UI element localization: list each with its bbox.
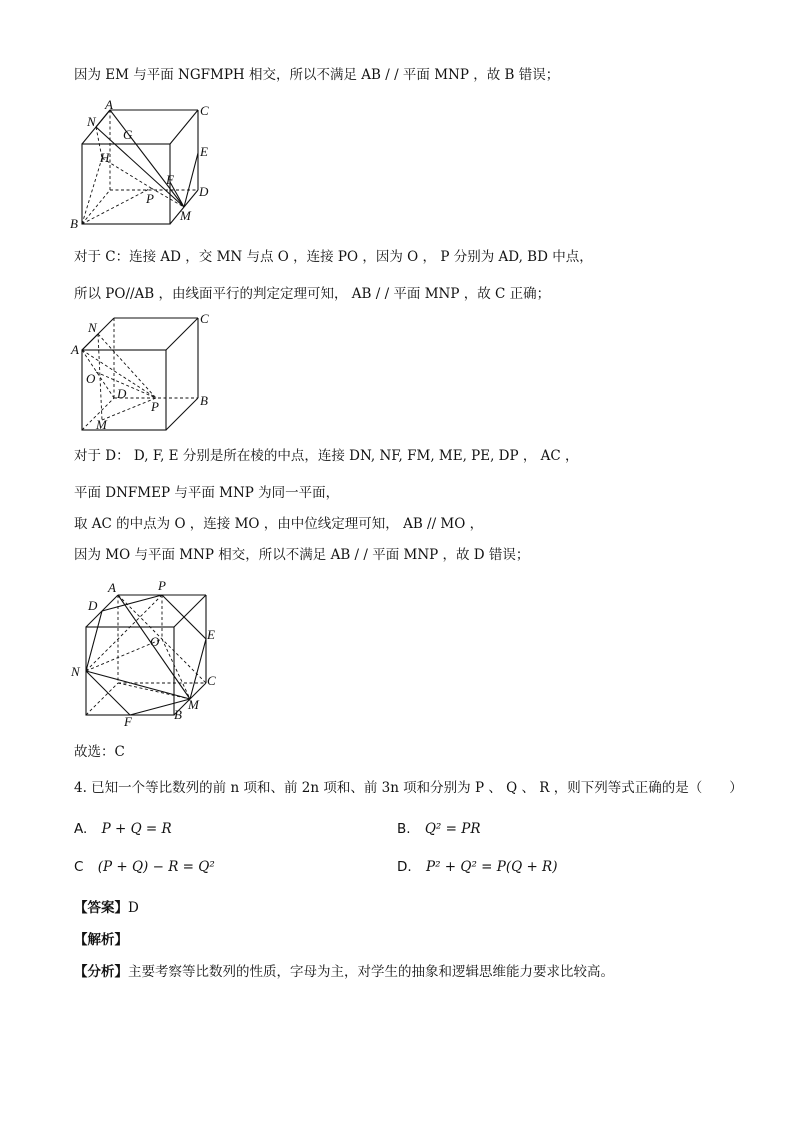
label-P: P [151, 399, 159, 414]
label-C: C [200, 103, 209, 118]
option-C [74, 857, 215, 877]
label-M: M [188, 697, 199, 712]
text-line-1: 因为 EM 与平面 NGFMPH 相交，所以不满足 AB / / 平面 MNP ，故 B 错误； [74, 67, 560, 83]
label-M: M [180, 208, 191, 223]
label-G: G [123, 127, 133, 142]
label-F: F [166, 172, 174, 187]
option-A-label: A. [74, 821, 88, 837]
fenxi-text: 主要考察等比数列的性质，字母为主，对学生的抽象和逻辑思维能力要求比较高。 [128, 964, 614, 980]
label-A: A [108, 580, 116, 595]
label-E: E [200, 144, 208, 159]
text-line-2: 对于 C：连接 AD ，交 MN 与点 O ，连接 PO ，因为 O ， P 分别为 AD, BD 中点， [74, 249, 593, 265]
label-M: M [96, 417, 107, 432]
answer-line [74, 898, 139, 918]
cube-figure-2 [66, 310, 226, 434]
question-stem: 4. 已知一个等比数列的前 n 项和、前 2n 项和、前 3n 项和分别为 P 、 Q 、 R ，则下列等式正确的是（ ） [74, 780, 743, 796]
label-N: N [87, 114, 96, 129]
label-N: N [88, 320, 97, 335]
fenxi-line [74, 962, 614, 982]
label-C: C [200, 311, 209, 326]
cube-figure-3 [66, 575, 236, 729]
fenxi-tag: 【分析】 [74, 964, 128, 980]
label-C: C [207, 673, 216, 688]
label-F: F [124, 714, 132, 729]
cube-figure-1 [66, 97, 226, 231]
label-P: P [146, 191, 154, 206]
label-A: A [105, 97, 113, 112]
label-O: O [150, 634, 160, 649]
option-D [397, 857, 558, 877]
option-C-label: C [74, 859, 84, 875]
label-D: D [199, 184, 209, 199]
option-A [74, 819, 172, 839]
label-B: B [200, 393, 208, 408]
analysis-tag: 【解析】 [74, 932, 128, 948]
label-H: H [100, 150, 110, 165]
label-D: D [117, 386, 127, 401]
option-B [397, 819, 480, 839]
option-D-label: D. [397, 859, 412, 875]
label-B: B [70, 216, 78, 231]
text-line-6: 取 AC 的中点为 O ，连接 MO ，由中位线定理可知， AB // MO ， [74, 516, 484, 532]
label-E: E [207, 627, 215, 642]
label-P: P [158, 578, 166, 593]
answer-value: D [128, 900, 139, 916]
text-line-7: 因为 MO 与平面 MNP 相交，所以不满足 AB / / 平面 MNP ，故 D 错误； [74, 547, 530, 563]
label-B: B [174, 707, 182, 722]
option-B-text: Q² = PR [424, 821, 481, 837]
label-O: O [86, 371, 96, 386]
option-C-text: (P + Q) − R = Q² [97, 859, 215, 875]
text-line-5: 平面 DNFMEP 与平面 MNP 为同一平面， [74, 485, 340, 501]
answer-tag: 【答案】 [74, 900, 128, 916]
label-N: N [71, 664, 80, 679]
label-A: A [71, 342, 79, 357]
option-B-label: B. [397, 821, 411, 837]
text-line-3: 所以 PO//AB ，由线面平行的判定定理可知， AB / / 平面 MNP ，故 C 正确； [74, 286, 551, 302]
option-A-text: P + Q = R [101, 821, 172, 837]
label-D: D [88, 598, 98, 613]
text-line-4: 对于 D： D, F, E 分别是所在棱的中点，连接 DN, NF, FM, ME, PE, DP ， AC ， [74, 448, 579, 464]
text-line-8: 故选：C [74, 744, 125, 760]
option-D-text: P² + Q² = P(Q + R) [425, 859, 558, 875]
